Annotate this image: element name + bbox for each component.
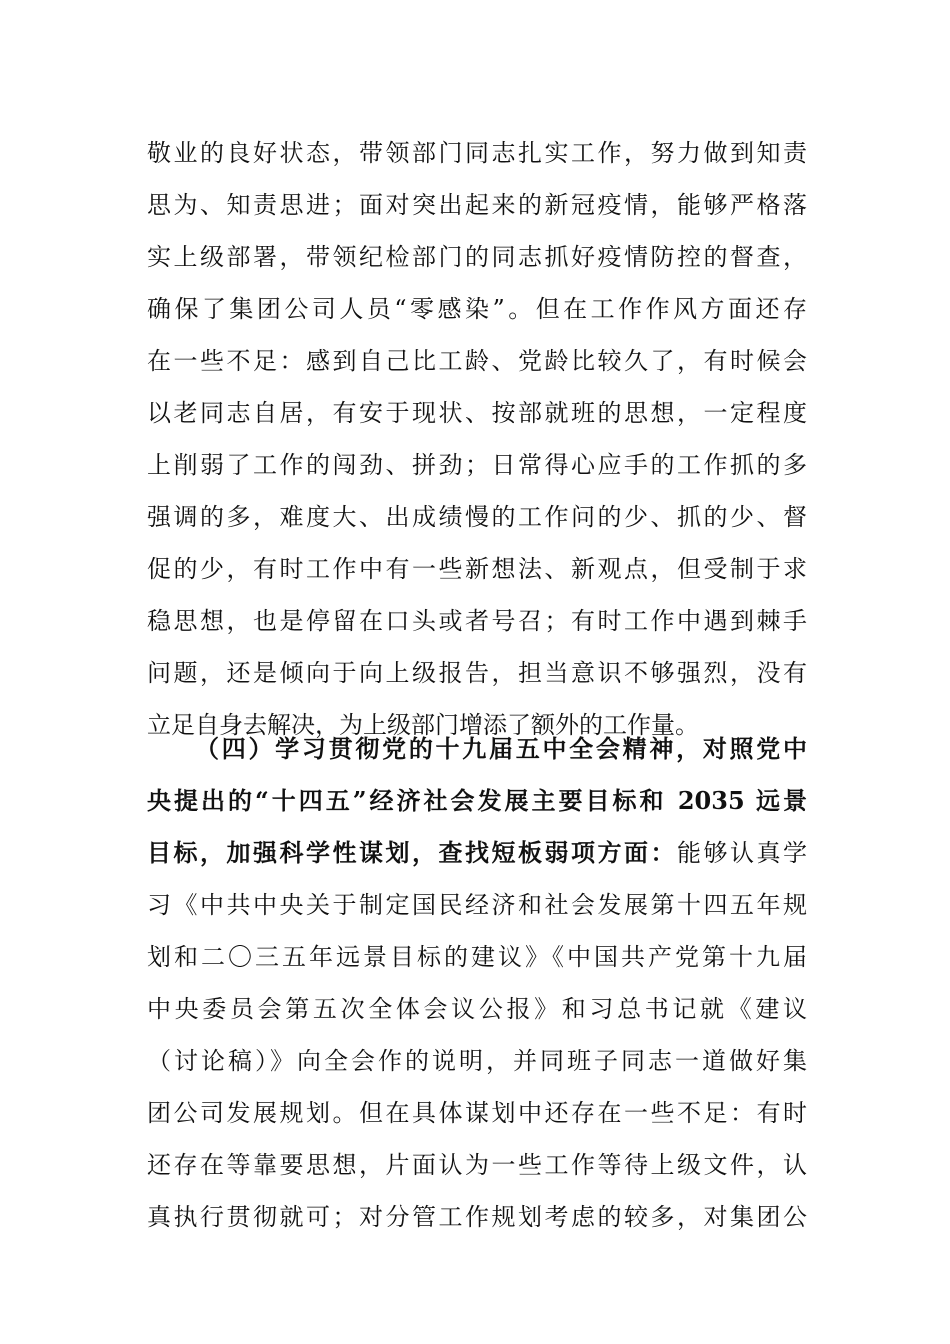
paragraph-line: 真执行贯彻就可；对分管工作规划考虑的较多，对集团公	[147, 1203, 807, 1231]
paragraph-line: 上削弱了工作的闯劲、拼劲；日常得心应手的工作抓的多	[147, 451, 807, 479]
paragraph-line: 确保了集团公司人员“零感染”。但在工作作风方面还存	[147, 295, 807, 323]
paragraph-line: 问题，还是倾向于向上级报告，担当意识不够强烈，没有	[147, 659, 807, 687]
paragraph-line: 立足自身去解决，为上级部门增添了额外的工作量。	[147, 711, 699, 739]
paragraph-line: 思为、知责思进；面对突出起来的新冠疫情，能够严格落	[147, 191, 807, 219]
section-heading-line: 目标，加强科学性谋划，查找短板弱项方面：	[147, 838, 677, 867]
section-heading-line: 央提出的“十四五”经济社会发展主要目标和 2035 远景	[147, 786, 807, 815]
paragraph-line: 强调的多，难度大、出成绩慢的工作问的少、抓的少、督	[147, 503, 807, 531]
paragraph-line: （讨论稿）》向全会作的说明，并同班子同志一道做好集	[147, 1047, 807, 1075]
paragraph-five-year-plan	[147, 723, 807, 1243]
mixed-line	[147, 827, 807, 879]
paragraph-line: 团公司发展规划。但在具体谋划中还存在一些不足：有时	[147, 1099, 807, 1127]
paragraph-line: 敬业的良好状态，带领部门同志扎实工作，努力做到知责	[147, 139, 807, 167]
paragraph-line: 划和二〇三五年远景目标的建议》《中国共产党第十九届	[147, 943, 807, 971]
paragraph-line: 实上级部署，带领纪检部门的同志抓好疫情防控的督查，	[147, 243, 807, 271]
paragraph-line: 稳思想，也是停留在口头或者号召；有时工作中遇到棘手	[147, 607, 807, 635]
paragraph-line: 中央委员会第五次全体会议公报》和习总书记就《建议	[147, 995, 807, 1023]
paragraph-line: 促的少，有时工作中有一些新想法、新观点，但受制于求	[147, 555, 807, 583]
paragraph-line: 还存在等靠要思想，片面认为一些工作等待上级文件，认	[147, 1151, 807, 1179]
paragraph-text: 能够认真学	[677, 839, 807, 867]
section-heading-line: （四）学习贯彻党的十九届五中全会精神，对照党中	[195, 734, 807, 763]
paragraph-line: 在一些不足：感到自己比工龄、党龄比较久了，有时候会	[147, 347, 807, 375]
paragraph-line: 以老同志自居，有安于现状、按部就班的思想，一定程度	[147, 399, 807, 427]
paragraph-line: 习《中共中央关于制定国民经济和社会发展第十四五年规	[147, 891, 807, 919]
paragraph-work-style	[147, 127, 807, 751]
